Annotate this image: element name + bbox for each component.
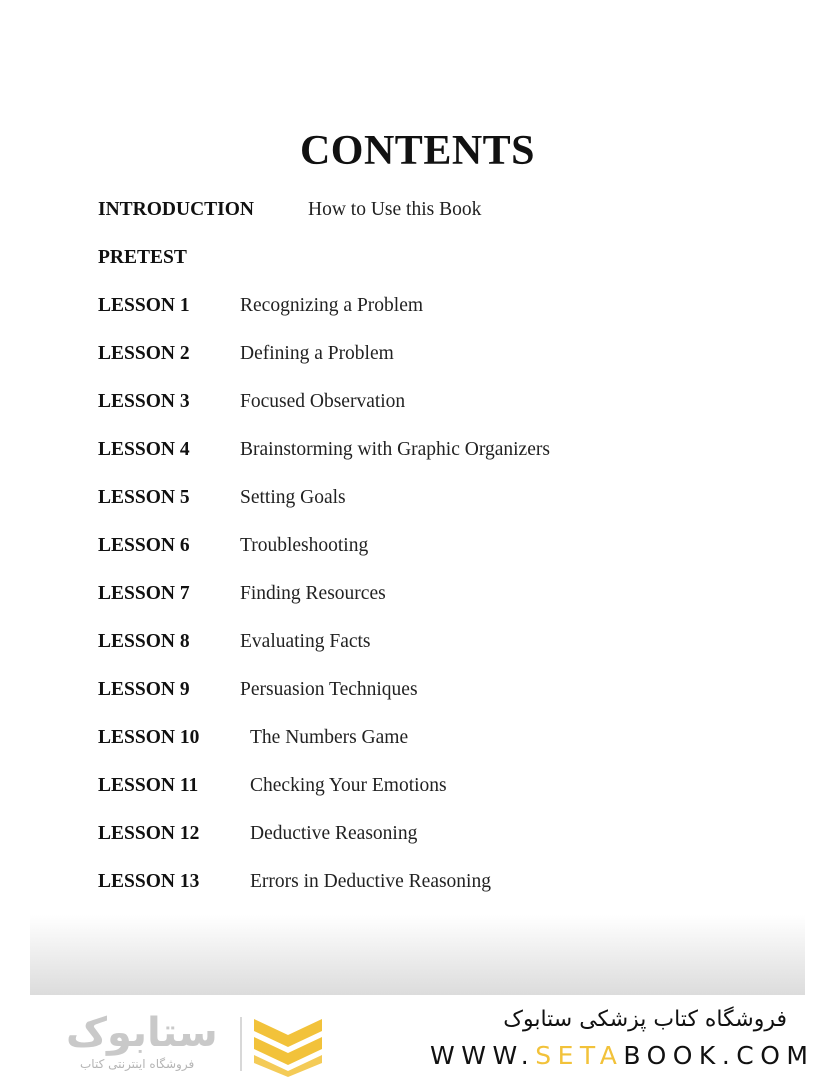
url-part-2: SETA [535,1041,624,1070]
toc-label: LESSON 6 [98,535,190,556]
setabook-logo-subtext: فروشگاه اینترنتی کتاب [80,1057,195,1071]
url-part-3: B [623,1041,647,1070]
url-part-4: OOK.COM [646,1041,815,1070]
toc-title: Persuasion Techniques [240,679,418,700]
toc-label: LESSON 4 [98,439,190,460]
toc-label: LESSON 5 [98,487,190,508]
toc-row [98,818,798,866]
toc-title: Checking Your Emotions [250,775,447,796]
page-title: CONTENTS [299,128,536,174]
toc-label: LESSON 3 [98,391,190,412]
toc-row [98,290,798,338]
toc-label: LESSON 1 [98,295,190,316]
toc-row [98,194,798,242]
toc-label: LESSON 11 [98,775,199,796]
toc-title: Evaluating Facts [240,631,371,652]
toc-row [98,434,798,482]
toc-title: Recognizing a Problem [240,295,424,316]
toc-label: LESSON 8 [98,631,190,652]
toc-title: Defining a Problem [240,343,394,364]
toc-row [98,578,798,626]
toc-label: LESSON 10 [98,727,200,748]
toc-title: Setting Goals [240,487,346,508]
toc-row [98,530,798,578]
toc-title: Focused Observation [240,391,406,412]
toc-row [98,242,798,290]
toc-row [98,626,798,674]
toc-row [98,482,798,530]
toc-title: Errors in Deductive Reasoning [250,871,491,892]
toc-row [98,722,798,770]
toc-label: LESSON 13 [98,871,200,892]
toc-label: LESSON 2 [98,343,190,364]
url-part-1: WWW. [430,1041,536,1070]
toc-label: INTRODUCTION [98,199,255,220]
toc-row [98,338,798,386]
setabook-logo-text: ستابوک [66,1010,218,1056]
toc-title: Deductive Reasoning [250,823,418,844]
logo-divider [240,1017,242,1071]
page-bottom-shadow [30,915,805,995]
toc-title: Brainstorming with Graphic Organizers [240,439,550,460]
watermark-footer [0,995,835,1080]
shop-name: فروشگاه کتاب پزشکی ستابوک [503,1007,787,1032]
toc-row [98,866,798,914]
toc-row [98,770,798,818]
toc-label: PRETEST [98,247,187,268]
toc-label: LESSON 7 [98,583,190,604]
toc-title: The Numbers Game [250,727,409,748]
toc-title: Troubleshooting [240,535,369,556]
toc-row [98,674,798,722]
toc-label: LESSON 9 [98,679,190,700]
toc-row [98,386,798,434]
shop-url [430,1041,814,1070]
toc-title: Finding Resources [240,583,386,604]
toc-label: LESSON 12 [98,823,200,844]
toc-title: How to Use this Book [308,199,482,220]
table-of-contents [98,194,798,962]
chevron-stack-icon [250,1013,326,1077]
